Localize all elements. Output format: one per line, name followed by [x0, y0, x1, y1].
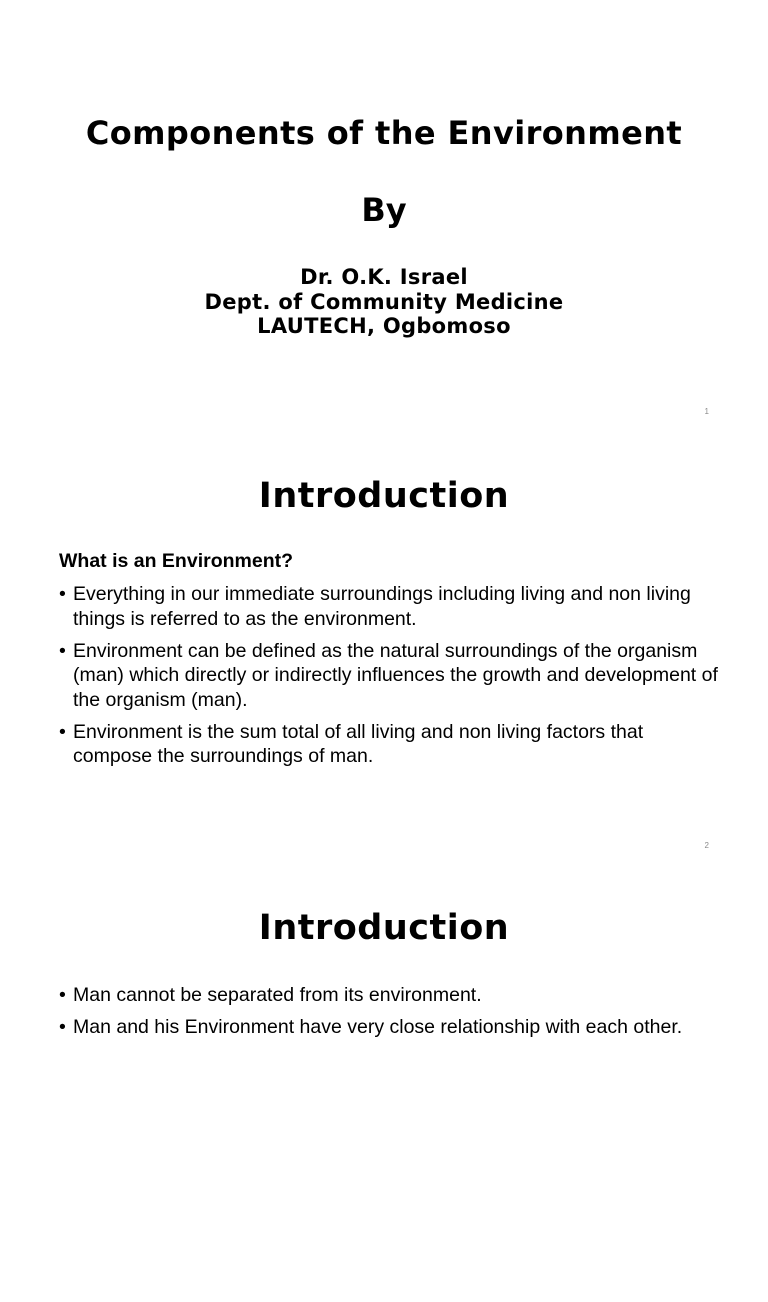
bullet-text: Environment is the sum total of all living and non living factors that compose the surroundings of man.: [73, 720, 644, 767]
bullet-item: [59, 582, 719, 631]
introduction-slide: [0, 434, 768, 868]
bullet-icon: •: [59, 583, 66, 605]
bullet-text: Man and his Environment have very close relationship with each other.: [73, 1016, 683, 1038]
by-label: By: [361, 191, 407, 229]
bullet-item: [59, 720, 719, 769]
slide-heading: Introduction: [258, 476, 510, 516]
bullet-list: [59, 983, 719, 1047]
bullet-icon: •: [59, 1016, 66, 1038]
title-slide: [0, 0, 768, 434]
author-department: Dept. of Community Medicine: [204, 289, 564, 314]
introduction-slide-continued: [0, 868, 768, 1302]
slide-number: 1: [704, 407, 709, 416]
bullet-item: [59, 983, 719, 1008]
author-block: [0, 265, 768, 339]
slide-heading: Introduction: [258, 908, 510, 948]
bullet-item: [59, 639, 719, 713]
bullet-list: [59, 582, 719, 776]
bullet-text: Everything in our immediate surroundings including living and non living things is referred to as the environment.: [73, 583, 691, 630]
slide-number: 2: [704, 841, 709, 850]
author-name: Dr. O.K. Israel: [300, 265, 468, 289]
bullet-text: Environment can be defined as the natural surroundings of the organism (man) which directly or indirectly influences the growth and development of the organism (man).: [73, 639, 718, 711]
bullet-text: Man cannot be separated from its environment.: [73, 984, 482, 1006]
slide-subheading: What is an Environment?: [59, 550, 294, 572]
bullet-icon: •: [59, 639, 66, 662]
bullet-icon: •: [59, 720, 66, 743]
bullet-item: [59, 1015, 719, 1040]
bullet-icon: •: [59, 984, 66, 1006]
presentation-title: Components of the Environment: [85, 114, 683, 152]
author-institution: LAUTECH, Ogbomoso: [257, 314, 511, 338]
